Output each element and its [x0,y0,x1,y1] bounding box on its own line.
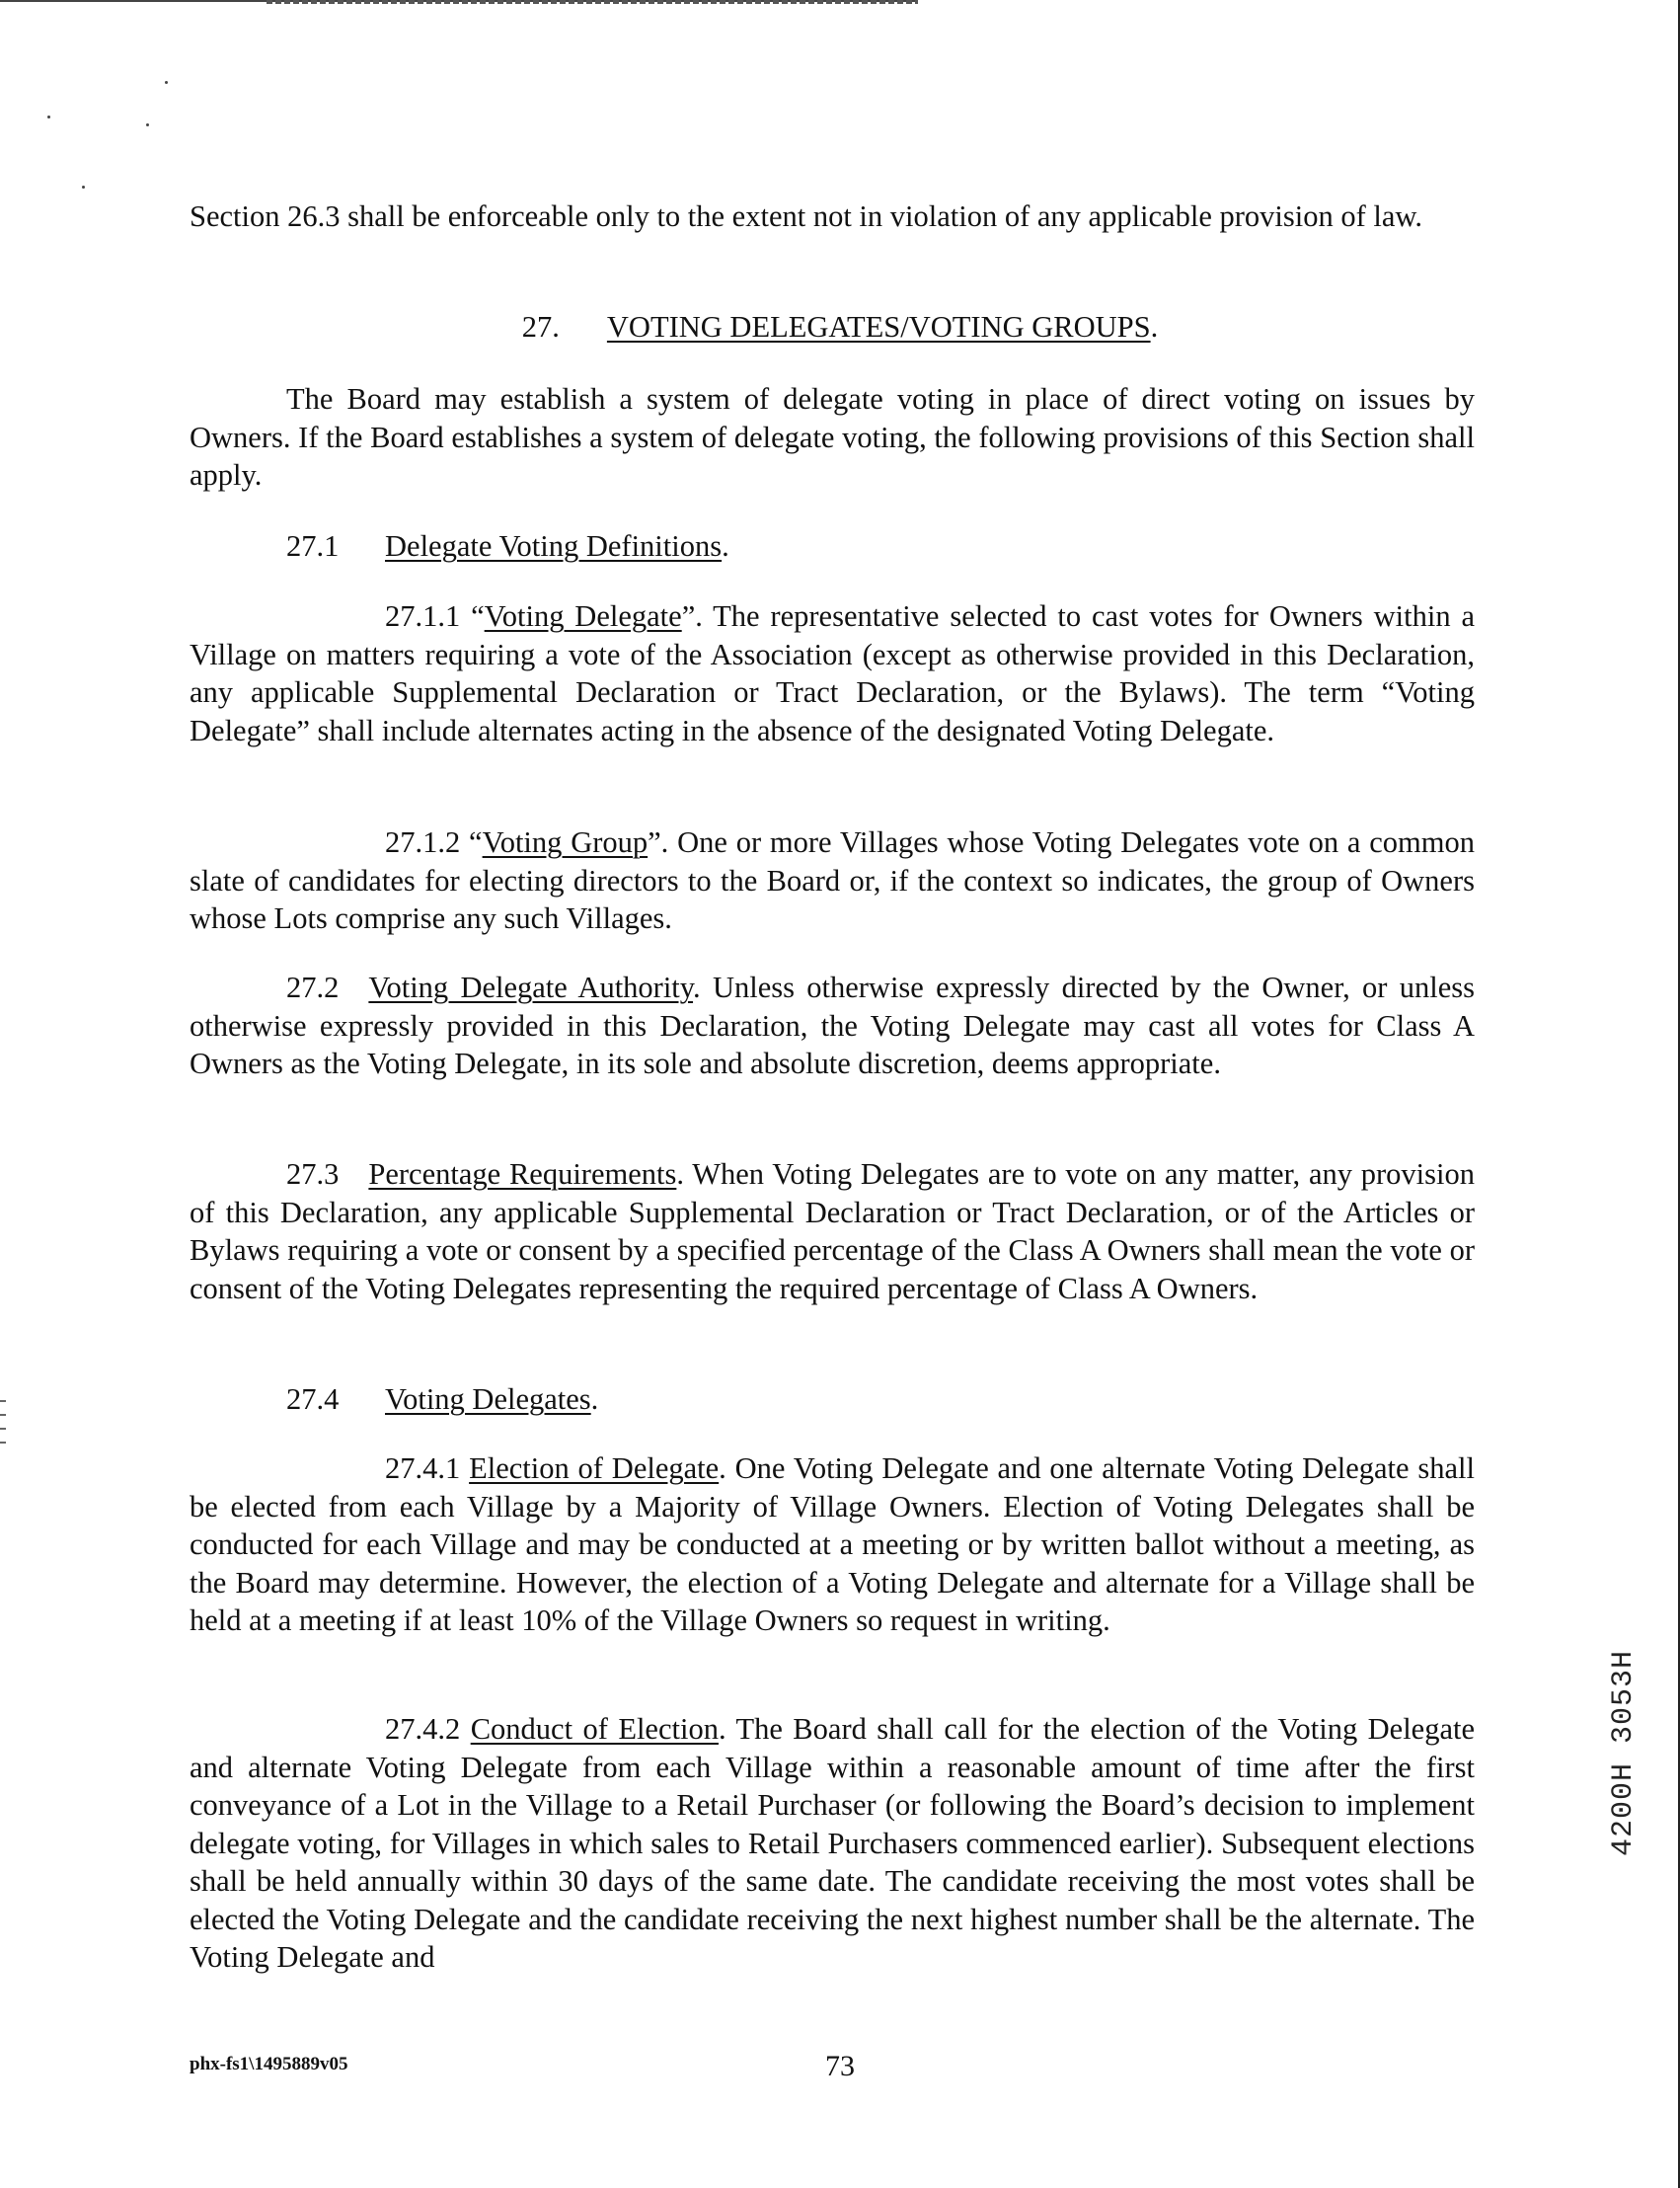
scan-left-tick [0,1428,6,1430]
section-title: VOTING DELEGATES/VOTING GROUPS [606,310,1151,344]
scan-left-tick [0,1442,6,1444]
scan-top-dashes [267,0,918,4]
scan-left-tick [0,1400,6,1402]
section-27-heading: 27. VOTING DELEGATES/VOTING GROUPS. [521,310,1159,344]
section-27-intro: The Board may establish a system of delegate voting in place of direct voting on issues by Owners. If the Board establishes a system of delegate voting, the following provisions of this Section shall apply. [190,382,1475,492]
page-number: 73 [825,2050,855,2082]
recording-stamp: 4200H 3053H [1607,1649,1641,1856]
clause-27-1-2: 27.1.2 “Voting Group”. One or more Villages whose Voting Delegates vote on a common slate of candidates for electing directors to the Board or, if the context so indicates, the group of Owners whose Lots comprise any such Villages. [190,825,1475,935]
clause-27-3: 27.3 Percentage Requirements. When Voting Delegates are to vote on any matter, any provision of this Declaration, any applicable Supplemental Declaration or Tract Declaration, or of the Articles or Bylaws requiring a vote or consent by a specified percentage of the Class A Owners shall mean the vote or consent of the Voting Delegates representing the required percentage of Class A Owners. [190,1157,1475,1305]
clause-27-4-1: 27.4.1 Election of Delegate. One Voting Delegate and one alternate Voting Delegate shall be elected from each Village by a Majority of Village Owners. Election of Voting Delegates shall be conducted for each Village and may be conducted at a meeting or by written ballot without a meeting, as the Board may determine. However, the election of a Voting Delegate and alternate for a Village shall be held at a meeting if at least 10% of the Village Owners so request in writing. [190,1451,1475,1637]
scan-speck [47,116,50,118]
subsection-27-4-heading: 27.4 Voting Delegates. [286,1382,599,1416]
subsection-27-1-heading: 27.1 Delegate Voting Definitions. [286,529,729,563]
clause-27-2: 27.2 Voting Delegate Authority. Unless otherwise expressly directed by the Owner, or unless otherwise expressly provided in this Declaration, the Voting Delegate may cast all votes for Class A Owners as the Voting Delegate, in its sole and absolute discretion, deems appropriate. [190,971,1475,1080]
scan-speck [146,123,149,126]
continuation-paragraph: Section 26.3 shall be enforceable only to the extent not in violation of any applicable provision of law. [190,199,1423,233]
scan-speck [165,81,168,84]
section-number: 27. [521,310,560,344]
scan-speck [82,186,85,189]
clause-27-1-1: 27.1.1 “Voting Delegate”. The representative selected to cast votes for Owners within a Village on matters requiring a vote of the Association (except as otherwise provided in this Declaration, any applicable Supplemental Declaration or Tract Declaration, or the Bylaws). The term “Voting Delegate” shall include alternates acting in the absence of the designated Voting Delegate. [190,599,1475,747]
scan-left-tick [0,1414,6,1416]
clause-27-4-2: 27.4.2 Conduct of Election. The Board shall call for the election of the Voting Delegate and alternate Voting Delegate from each Village within a reasonable amount of time after the first conveyance of a Lot in the Village to a Retail Purchaser (or following the Board’s decision to implement delegate voting, for Villages in which sales to Retail Purchasers commenced earlier). Subsequent elections shall be held annually within 30 days of the same date. The candidate receiving the most votes shall be elected the Voting Delegate and the candidate receiving the next highest number shall be the alternate. The Voting Delegate and [190,1712,1476,1974]
document-id: phx-fs1\1495889v05 [190,2054,348,2074]
